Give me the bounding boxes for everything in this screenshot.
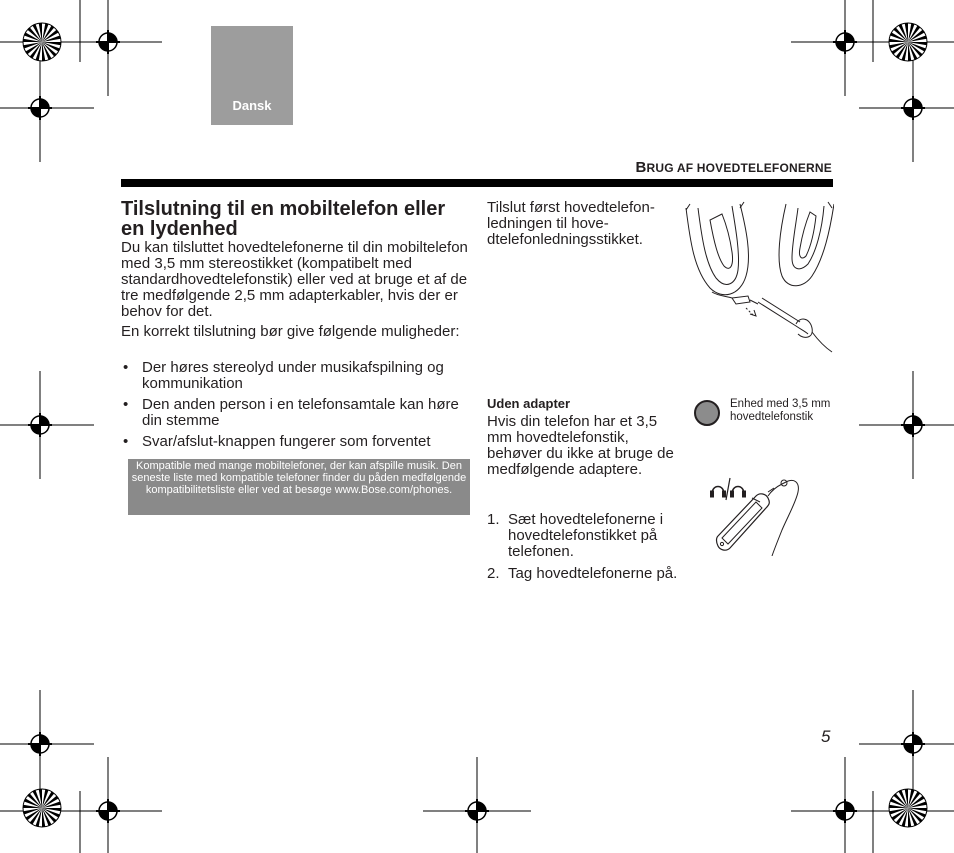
step-number: 2.	[487, 565, 500, 582]
registration-mark	[859, 690, 954, 798]
registration-mark	[54, 0, 162, 96]
headphones-icon	[711, 478, 746, 500]
list-item	[121, 434, 471, 450]
no-adapter-paragraph: Hvis din telefon har et 3,5 mm hovedtelefonstik, behøver du ikke at bruge de medfølgende adaptere.	[487, 413, 674, 478]
registration-mark	[0, 54, 94, 162]
list-item-text: Den anden person i en telefonsamtale kan høre din stemme	[142, 396, 459, 429]
registration-mark	[0, 690, 94, 798]
section-title-rest: RUG AF HOVEDTELEFONERNE	[646, 161, 832, 175]
registration-mark	[859, 371, 954, 479]
phone-icon	[717, 494, 770, 550]
list-item	[487, 566, 697, 582]
section-title	[635, 159, 832, 176]
page-heading: Tilslutning til en mobiltelefon eller en lydenhed	[121, 198, 446, 240]
starburst-mark	[23, 23, 61, 61]
header-rule	[121, 179, 833, 187]
headphone-cable-illustration	[684, 200, 834, 360]
cable-instruction: Tilslut først hovedtelefon-ledningen til hove-dtelefonledningsstikket.	[487, 199, 655, 248]
step-list	[487, 512, 697, 588]
step-text: Sæt hovedtelefonerne i hovedtelefonstikket på telefonen.	[508, 511, 664, 560]
bullet-symbol: •	[123, 396, 129, 413]
registration-mark	[791, 757, 899, 853]
bullet-symbol: •	[123, 433, 129, 450]
step-text: Tag hovedtelefonerne på.	[508, 565, 678, 582]
feature-list	[121, 360, 471, 455]
list-item	[121, 360, 471, 392]
jack-marker	[693, 399, 721, 427]
language-tab	[211, 26, 293, 125]
section-title-initial: B	[635, 159, 647, 176]
registration-mark	[54, 757, 162, 853]
language-tab-label: Dansk	[232, 98, 272, 113]
registration-mark	[0, 371, 94, 479]
starburst-mark	[23, 789, 61, 827]
step-number: 1.	[487, 511, 500, 528]
list-item	[121, 397, 471, 429]
list-item-text: Svar/afslut-knappen fungerer som forventet	[142, 433, 431, 450]
second-paragraph: En korrekt tilslutning bør give følgende muligheder:	[121, 323, 460, 340]
phone-headphones-illustration	[708, 472, 804, 556]
list-item-text: Der høres stereolyd under musikafspilning og kommunikation	[142, 359, 444, 392]
registration-mark	[423, 757, 531, 853]
subheading: Uden adapter	[487, 396, 571, 411]
jack-label: Enhed med 3,5 mm hovedtelefonstik	[730, 398, 831, 423]
starburst-mark	[889, 23, 927, 61]
intro-paragraph: Du kan tilsluttet hovedtelefonerne til din mobiltelefon med 3,5 mm stereostikket (kompatibelt med standardhovedtelefonstik) eller ved at bruge et af de tre medfølgende 2,5 mm adapterkabler, hvis der er behov for det.	[121, 239, 468, 320]
registration-mark	[791, 0, 899, 96]
page-number: 5	[821, 727, 831, 746]
registration-mark	[859, 54, 954, 162]
compatibility-note: Kompatible med mange mobiltelefoner, der kan afspille musik. Den seneste liste med kompatible telefoner finder du påden medfølgende kompatibilitetsliste eller ved at besøge www.Bose.com/phones.	[128, 459, 470, 515]
list-item	[487, 512, 697, 560]
bullet-symbol: •	[123, 359, 129, 376]
starburst-mark	[889, 789, 927, 827]
